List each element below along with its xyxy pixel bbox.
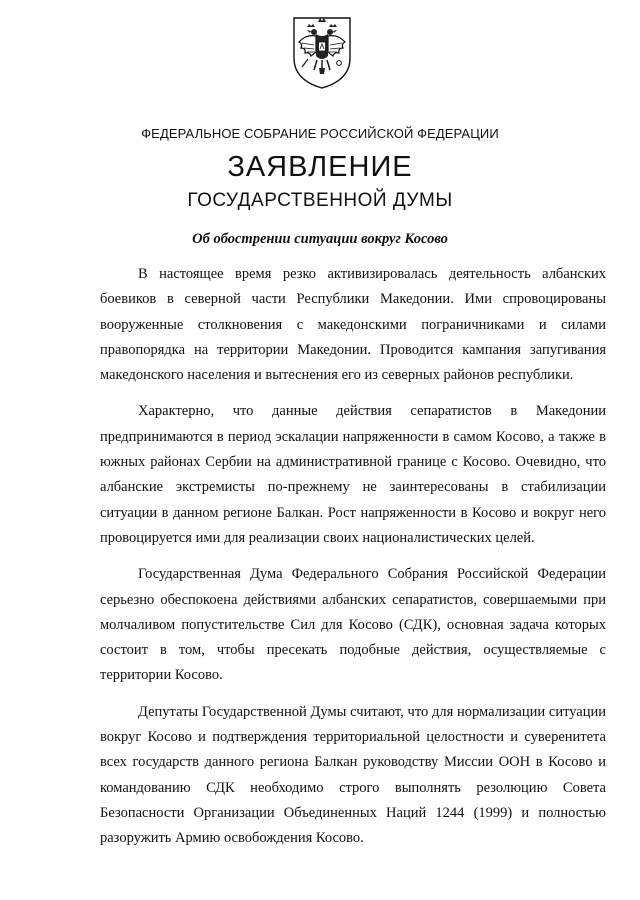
organization-heading: ФЕДЕРАЛЬНОЕ СОБРАНИЕ РОССИЙСКОЙ ФЕДЕРАЦИИ — [141, 126, 499, 141]
document-title: ЗАЯВЛЕНИЕ — [227, 151, 413, 183]
paragraph: Государственная Дума Федерального Собрания Российской Федерации серьезно обеспокоена действиями албанских сепаратистов, совершаемыми при молчаливом попустительстве Сил для Косово (СДК), основная задача которых состоит в том, чтобы пресекать подобные действия, осуществляемые с территории Косово. — [100, 566, 606, 684]
document-body — [100, 262, 606, 863]
russian-coat-of-arms-icon — [290, 12, 354, 90]
paragraph: Характерно, что данные действия сепаратистов в Македонии предпринимаются в период эскалации напряженности в самом Косово, а также в южных районах Сербии на административной границе с Косово. Очевидно, что албанские экстремисты по-прежнему не заинтересованы в стабилизации ситуации в данном регионе Балкан. Рост напряженности в Косово и вокруг него провоцируется ими для реализации своих националистических целей. — [100, 403, 606, 546]
document-subject: Об обострении ситуации вокруг Косово — [192, 231, 448, 247]
document-subtitle: ГОСУДАРСТВЕННОЙ ДУМЫ — [187, 190, 453, 211]
paragraph: В настоящее время резко активизировалась деятельность албанских боевиков в северной части Республики Македонии. Ими спровоцированы вооруженные столкновения с македонскими пограничниками и силами правопорядка на территории Македонии. Проводится кампания запугивания македонского населения и вытеснения его из северных районов республики. — [100, 266, 606, 384]
paragraph: Депутаты Государственной Думы считают, что для нормализации ситуации вокруг Косово и подтверждения территориальной целостности и суверенитета всех государств данного региона Балкан руководству Миссии ООН в Косово и командованию СДК необходимо строго выполнять резолюцию Совета Безопасности Организации Объединенных Наций 1244 (1999) и полностью разоружить Армию освобождения Косово. — [100, 703, 606, 847]
